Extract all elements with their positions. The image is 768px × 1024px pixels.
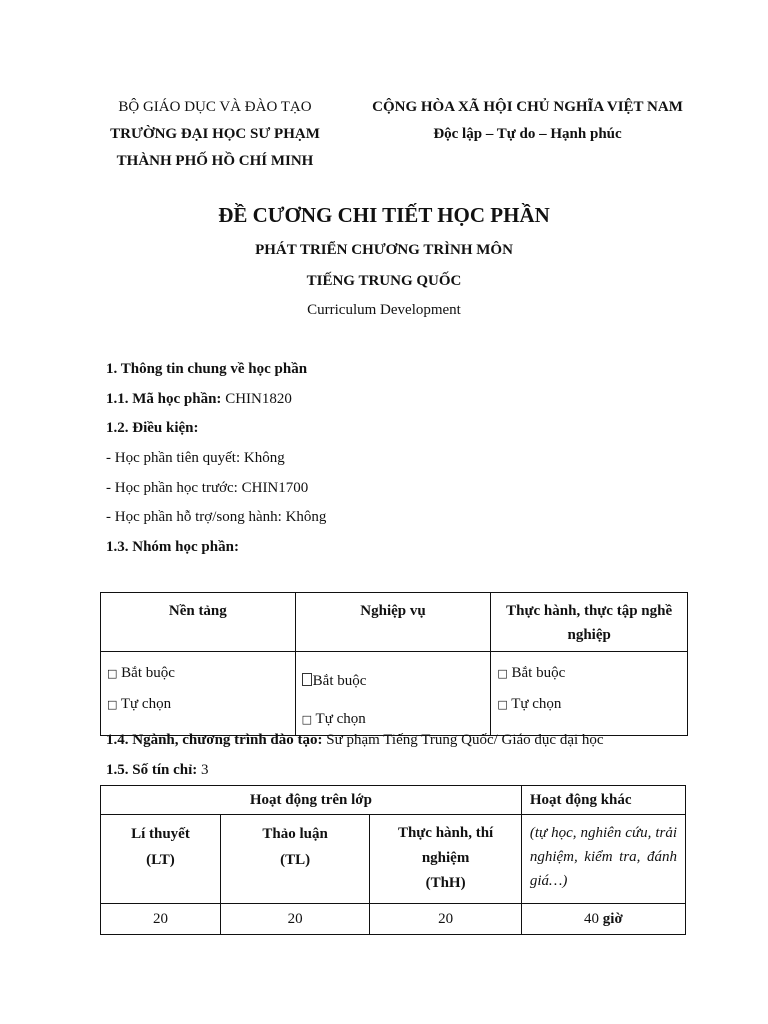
course-group-table [100,592,688,736]
professional-required-option: Bắt buộc [302,666,485,696]
nation-header [350,94,705,148]
checkbox-icon: □ [497,698,508,711]
program-value: Sư phạm Tiếng Trung Quốc/ Giáo dục đại học [322,732,604,748]
university-city: THÀNH PHỐ HỒ CHÍ MINH [116,153,314,169]
document-title: ĐỀ CƯƠNG CHI TIẾT HỌC PHẦN [218,203,550,227]
other-hours: 40 giờ [521,904,685,935]
foundation-elective-option: □ Tự chọn [107,696,172,712]
practice-required-option: □ Bắt buộc [497,665,566,681]
credits-label: 1.5. Số tín chỉ: [106,762,198,778]
credit-hours-table [100,785,686,935]
course-title-line1: PHÁT TRIỂN CHƯƠNG TRÌNH MÔN [255,242,513,258]
practice-header: Thực hành, thí nghiệm (ThH) [370,815,522,904]
program-line [106,732,604,749]
checkbox-icon: □ [107,667,118,680]
discussion-hours: 20 [220,904,369,935]
checkbox-icon: □ [301,713,313,726]
nation-motto: Độc lập – Tự do – Hạnh phúc [433,126,622,142]
checkbox-icon: □ [497,667,508,680]
course-code-label: 1.1. Mã học phần: [106,391,222,407]
practice-hours: 20 [370,904,522,935]
program-label: 1.4. Ngành, chương trình đào tạo: [106,732,323,748]
checkbox-icon: □ [107,698,118,711]
practice-options [491,652,688,736]
course-title-english: Curriculum Development [307,302,461,318]
section-1-heading: 1. Thông tin chung về học phần [106,361,308,377]
university-name: TRƯỜNG ĐẠI HỌC SƯ PHẠM [110,126,320,142]
discussion-header: Thảo luận (TL) [220,815,369,904]
group-header-professional: Nghiệp vụ [295,593,491,652]
professional-options [295,652,491,736]
prerequisite-line: - Học phần tiên quyết: Không [106,450,285,466]
other-activities-note: (tự học, nghiên cứu, trải nghiệm, kiểm tra, đánh giá…) [521,815,685,904]
missing-glyph-icon [302,673,312,686]
ministry-name: BỘ GIÁO DỤC VÀ ĐÀO TẠO [118,99,312,115]
group-header-practice: Thực hành, thực tập nghề nghiệp [491,593,688,652]
course-title-line2: TIẾNG TRUNG QUỐC [306,273,462,289]
in-class-activities-header: Hoạt động trên lớp [101,786,522,815]
course-code-value: CHIN1820 [221,391,292,407]
nation-name: CỘNG HÒA XÃ HỘI CHỦ NGHĨA VIỆT NAM [372,99,683,115]
course-code-line [106,391,292,408]
foundation-required-option: □ Bắt buộc [107,665,175,681]
other-activities-header: Hoạt động khác [521,786,685,815]
previous-course-line: - Học phần học trước: CHIN1700 [106,480,309,496]
theory-header: Lí thuyết (LT) [101,815,221,904]
course-group-heading: 1.3. Nhóm học phần: [106,539,239,555]
professional-elective-option: □ Tự chọn [301,711,366,727]
credits-value: 3 [197,762,209,778]
practice-elective-option: □ Tự chọn [497,696,562,712]
conditions-heading: 1.2. Điều kiện: [106,420,199,436]
group-header-foundation: Nền tảng [101,593,296,652]
theory-hours: 20 [101,904,221,935]
foundation-options [101,652,296,736]
credits-line [106,762,209,779]
support-course-line: - Học phần hỗ trợ/song hành: Không [106,509,327,525]
ministry-header [90,94,340,175]
